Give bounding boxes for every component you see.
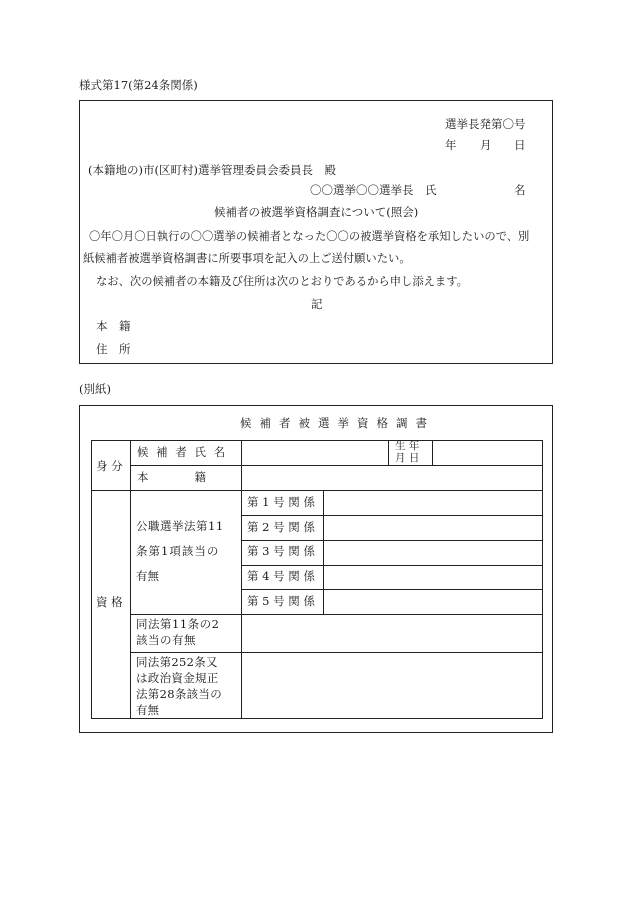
table-border-bottom [91,718,542,719]
row-divider-q1 [130,614,542,615]
row-divider-mibun [91,490,542,491]
subrow-divider-3 [241,565,542,566]
date-month: 月 [480,138,492,152]
q1-line-3: 有無 [136,569,159,583]
body-line-1: 〇年〇月〇日執行の〇〇選挙の候補者となった〇〇の被選挙資格を承知したいので、別 [89,230,530,243]
table-title: 候補者被選挙資格調書 [240,416,435,430]
table-border-left [91,440,92,719]
sender: 〇〇選挙〇〇選挙長 氏 [310,183,437,197]
question-column-divider [241,490,242,719]
attachment-label: (別紙) [79,382,111,396]
subrow-2-label: 第 2 号 関 係 [247,520,315,534]
subrow-label-divider [323,490,324,614]
q3-line-2: は政治資金規正 [136,671,219,685]
q2-line-2: 該当の有無 [136,633,196,647]
honseki-label-divider [241,465,242,490]
table-honseki-label: 本 籍 [137,470,206,484]
date-day: 日 [514,138,526,152]
date-year: 年 [445,138,457,152]
subrow-4-label: 第 4 号 関 係 [247,569,315,583]
birth-label-top: 生 年 [395,440,420,452]
name-label-divider [241,440,242,465]
birth-label-left-divider [388,440,389,465]
q3-line-3: 法第28条該当の [136,687,223,701]
mibun-label: 身 分 [96,459,123,473]
subrow-divider-2 [241,540,542,541]
shikaku-label: 資 格 [96,595,123,609]
birth-label-right-divider [432,440,433,465]
table-border-top [91,440,542,441]
honseki-label: 本 籍 [96,319,131,333]
addressee: (本籍地の)市(区町村)選挙管理委員会委員長 殿 [88,163,336,177]
birth-label-bottom: 月 日 [395,452,420,464]
body-line-3: なお、次の候補者の本籍及び住所は次のとおりであるから申し添えます。 [96,275,468,288]
jusho-label: 住 所 [96,342,131,356]
column-divider [130,440,131,719]
document-number: 選挙長発第〇号 [445,117,526,131]
form-label: 様式第17(第24条関係) [79,78,198,92]
q1-line-1: 公職選挙法第11 [136,519,224,533]
body-line-2: 紙候補者被選挙資格調書に所要事項を記入の上ご送付願いたい。 [83,252,411,265]
sender-name-suffix: 名 [514,183,526,197]
q1-line-2: 条第1項該当の [136,544,220,558]
subrow-divider-4 [241,589,542,590]
q3-line-1: 同法第252条又 [136,655,218,669]
letter-subject: 候補者の被選挙資格調査について(照会) [214,205,419,219]
candidate-name-label: 候 補 者 氏 名 [137,445,228,459]
table-border-right [542,440,543,719]
row-divider-name [130,465,542,466]
row-divider-q2 [130,652,542,653]
q2-line-1: 同法第11条の2 [136,617,220,631]
subrow-divider-1 [241,515,542,516]
q3-line-4: 有無 [136,703,159,717]
subrow-1-label: 第 1 号 関 係 [247,495,315,509]
subrow-3-label: 第 3 号 関 係 [247,544,315,558]
ki-heading: 記 [311,297,323,311]
subrow-5-label: 第 5 号 関 係 [247,594,315,608]
